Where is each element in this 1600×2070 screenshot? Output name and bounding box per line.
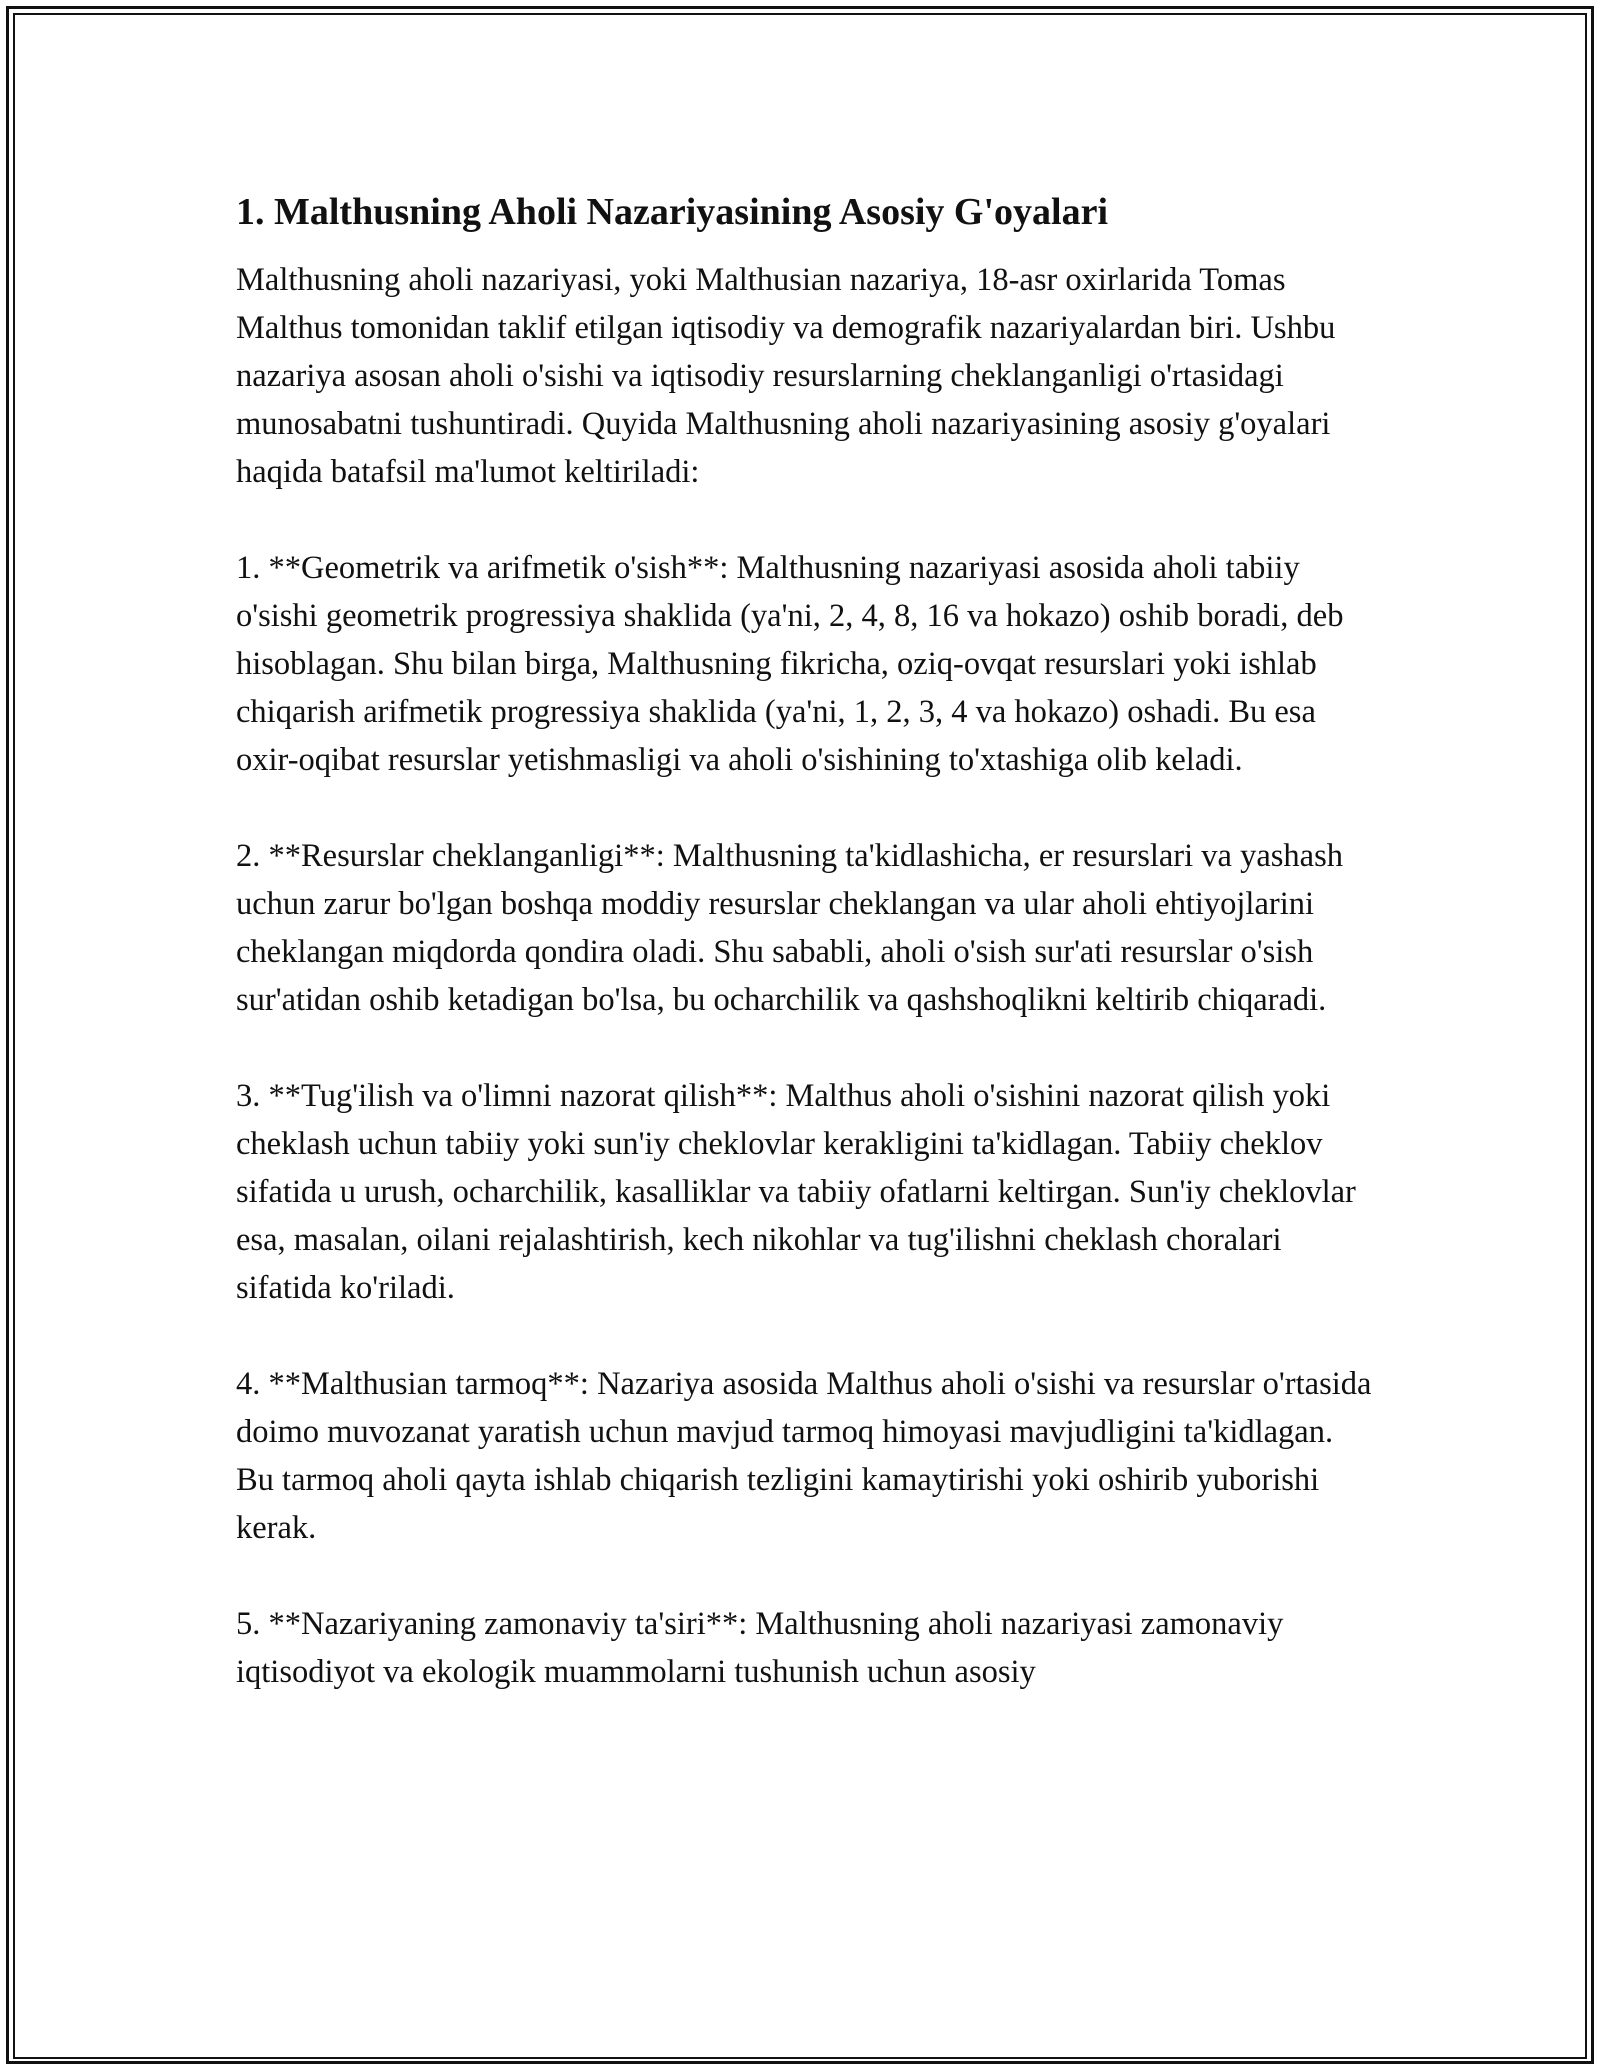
- point-4-paragraph: 4. **Malthusian tarmoq**: Nazariya asosida Malthus aholi o'sishi va resurslar o'rtasida doimo muvozanat yaratish uchun mavjud tarmoq himoyasi mavjudligini ta'kidlagan. Bu tarmoq aholi qayta ishlab chiqarish tezligini kamaytirishi yoki oshirib yuborishi kerak.: [236, 1366, 1372, 1546]
- intro-paragraph: Malthusning aholi nazariyasi, yoki Malthusian nazariya, 18-asr oxirlarida Tomas Malthus tomonidan taklif etilgan iqtisodiy va demografik nazariyalardan biri. Ushbu nazariya asosan aholi o'sishi va iqtisodiy resurslarning cheklanganligi o'rtasidagi munosabatni tushuntiradi. Quyida Malthusning aholi nazariyasining asosiy g'oyalari haqida batafsil ma'lumot keltiriladi:: [236, 262, 1336, 490]
- point-3-paragraph: 3. **Tug'ilish va o'limni nazorat qilish**: Malthus aholi o'sishini nazorat qilish yoki cheklash uchun tabiiy yoki sun'iy cheklovlar kerakligini ta'kidlagan. Tabiiy cheklov sifatida u urush, ocharchilik, kasalliklar va tabiiy ofatlarni keltirgan. Sun'iy cheklovlar esa, masalan, oilani rejalashtirish, kech nikohlar va tug'ilishni cheklash choralari sifatida ko'riladi.: [236, 1078, 1356, 1306]
- point-2-paragraph: 2. **Resurslar cheklanganligi**: Malthusning ta'kidlashicha, er resurslari va yashash uchun zarur bo'lgan boshqa moddiy resurslar cheklangan va ular aholi ehtiyojlarini cheklangan miqdorda qondira oladi. Shu sababli, aholi o'sish sur'ati resurslar o'sish sur'atidan oshib ketadigan bo'lsa, bu ocharchilik va qashshoqlikni keltirib chiqaradi.: [236, 838, 1343, 1018]
- document-title: 1. Malthusning Aholi Nazariyasining Asosiy G'oyalari: [236, 191, 1109, 233]
- point-1-paragraph: 1. **Geometrik va arifmetik o'sish**: Malthusning nazariyasi asosida aholi tabiiy o'sishi geometrik progressiya shaklida (ya'ni, 2, 4, 8, 16 va hokazo) oshib boradi, deb hisoblagan. Shu bilan birga, Malthusning fikricha, oziq-ovqat resurslari yoki ishlab chiqarish arifmetik progressiya shaklida (ya'ni, 1, 2, 3, 4 va hokazo) oshadi. Bu esa oxir-oqibat resurslar yetishmasligi va aholi o'sishining to'xtashiga olib keladi.: [236, 550, 1344, 778]
- document-body: [236, 188, 1376, 1744]
- point-5-paragraph: 5. **Nazariyaning zamonaviy ta'siri**: Malthusning aholi nazariyasi zamonaviy iqtisodiyot va ekologik muammolarni tushunish uchun asosiy: [236, 1606, 1284, 1690]
